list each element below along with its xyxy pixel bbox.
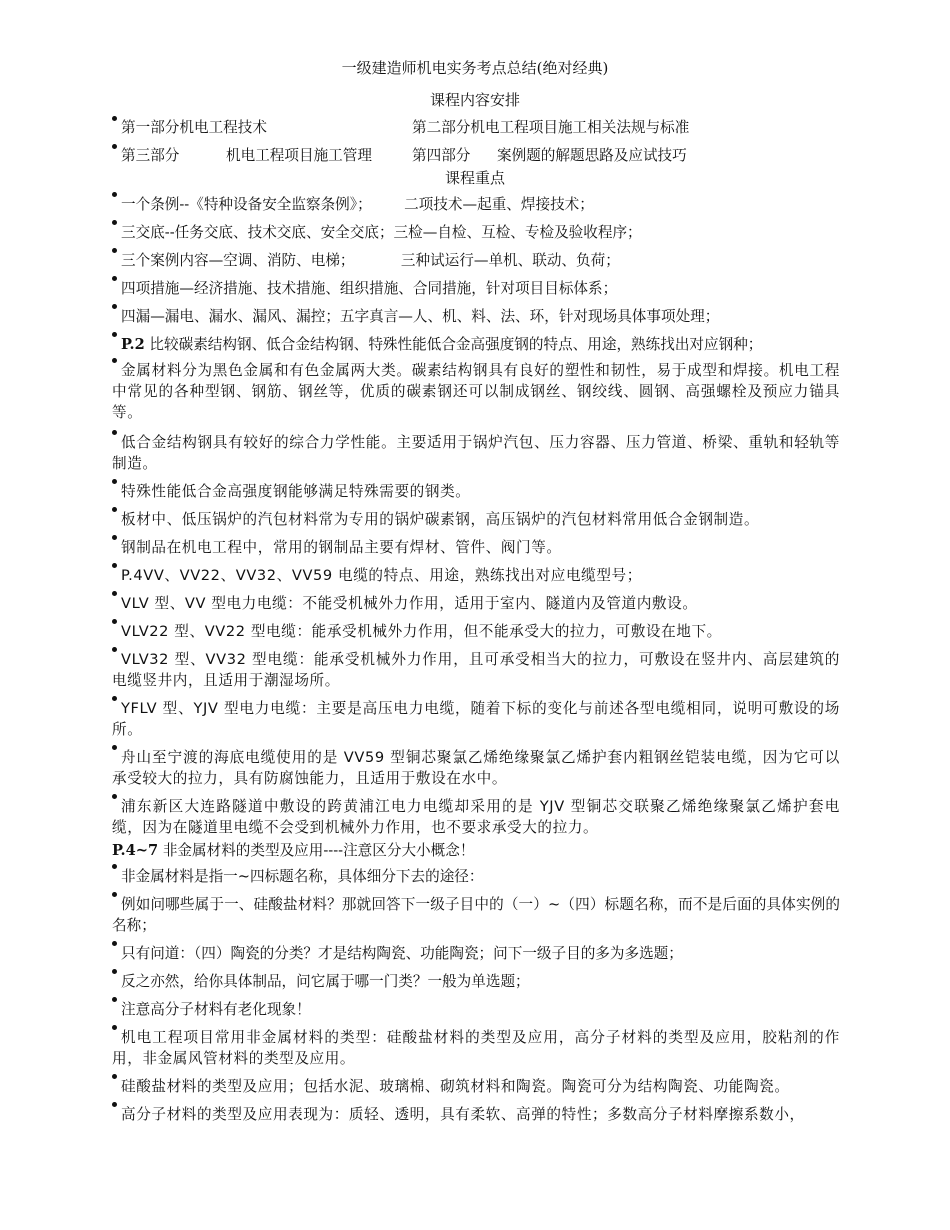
nonmetal-item: 硅酸盐材料的类型及应用；包括水泥、玻璃棉、砌筑材料和陶瓷。陶瓷可分为结构陶瓷、功能陶瓷。	[112, 1076, 840, 1097]
cable-item: 浦东新区大连路隧道中敷设的跨黄浦江电力电缆却采用的是 YJV 型铜芯交联聚乙烯绝缘聚氯乙烯护套电缆，因为在隧道里电缆不会受到机械外力作用，也不要求承受大的拉力。	[112, 796, 840, 838]
cable-item: VLV 型、VV 型电力电缆：不能受机械外力作用，适用于室内、隧道内及管道内敷设。	[112, 593, 840, 614]
nonmetal-item: 注意高分子材料有老化现象！	[112, 999, 840, 1020]
nonmetal-item: 例如问哪些属于一、硅酸盐材料？那就回答下一级子目中的（一）~（四）标题名称，而不是后面的具体实例的名称；	[112, 894, 840, 936]
key-points-title: 课程重点	[444, 169, 505, 187]
bullet-icon	[112, 745, 117, 750]
document-title: 一级建造师机电实务考点总结(绝对经典)	[341, 59, 609, 77]
steel-item: 金属材料分为黑色金属和有色金属两大类。碳素结构钢具有良好的塑性和韧性，易于成型和焊接。机电工程中常见的各种型钢、钢筋、钢丝等，优质的碳素钢还可以制成钢丝、钢绞线、圆钢、高强螺栓及预应力锚具等。	[112, 360, 840, 423]
bullet-icon	[112, 997, 117, 1002]
bullet-icon	[112, 248, 117, 253]
bullet-icon	[112, 892, 117, 897]
bullet-icon	[112, 563, 117, 568]
part-4-name: 案例题的解题思路及应试技巧	[497, 147, 687, 164]
nonmetal-item: 反之亦然，给你具体制品，问它属于哪一门类？一般为单选题；	[112, 971, 840, 992]
section-p4-cable-heading: P.4VV、VV22、VV32、VV59 电缆的特点、用途，熟练找出对应电缆型号；	[112, 565, 840, 586]
bullet-icon	[112, 430, 117, 435]
bullet-icon	[112, 332, 117, 337]
bullet-icon	[112, 647, 117, 652]
nonmetal-item: 机电工程项目常用非金属材料的类型：硅酸盐材料的类型及应用，高分子材料的类型及应用，胶粘剂的作用，非金属风管材料的类型及应用。	[112, 1027, 840, 1069]
section-p47-heading: P.4~7 非金属材料的类型及应用----注意区分大小概念！	[112, 842, 475, 859]
bullet-icon	[112, 941, 117, 946]
bullet-icon	[112, 969, 117, 974]
key-point: 一个条例--《特种设备安全监察条例》； 二项技术—起重、焊接技术；	[112, 194, 840, 215]
bullet-icon	[112, 619, 117, 624]
cable-item: 舟山至宁渡的海底电缆使用的是 VV59 型铜芯聚氯乙烯绝缘聚氯乙烯护套内粗钢丝铠装电缆，因为它可以承受较大的拉力，具有防腐蚀能力，且适用于敷设在水中。	[112, 747, 840, 789]
steel-item: 钢制品在机电工程中，常用的钢制品主要有焊材、管件、阀门等。	[112, 537, 840, 558]
part-1: 第一部分机电工程技术	[121, 119, 267, 136]
steel-item: 板材中、低压锅炉的汽包材料常为专用的锅炉碳素钢，高压锅炉的汽包材料常用低合金钢制造。	[112, 509, 840, 530]
bullet-icon	[112, 220, 117, 225]
bullet-icon	[112, 479, 117, 484]
part-3-label: 第三部分	[121, 147, 180, 164]
cable-item: VLV22 型、VV22 型电缆：能承受机械外力作用，但不能承受大的拉力，可敷设在地下。	[112, 621, 840, 642]
key-point: 四项措施—经济措施、技术措施、组织措施、合同措施，针对项目目标体系；	[112, 278, 840, 299]
key-point: 三交底--任务交底、技术交底、安全交底；三检—自检、互检、专检及验收程序；	[112, 222, 840, 243]
nonmetal-item: 只有问道：（四）陶瓷的分类？才是结构陶瓷、功能陶瓷；问下一级子目的多为多选题；	[112, 943, 840, 964]
bullet-icon	[112, 192, 117, 197]
bullet-icon	[112, 116, 117, 121]
part-2: 第二部分机电工程项目施工相关法规与标准	[412, 119, 690, 136]
bullet-icon	[112, 304, 117, 309]
bullet-icon	[112, 1074, 117, 1079]
bullet-icon	[112, 696, 117, 701]
bullet-icon	[112, 794, 117, 799]
steel-item: 特殊性能低合金高强度钢能够满足特殊需要的钢类。	[112, 481, 840, 502]
part-3-name: 机电工程项目施工管理	[226, 147, 372, 164]
steel-item: 低合金结构钢具有较好的综合力学性能。主要适用于锅炉汽包、压力容器、压力管道、桥梁、重轨和轻轨等制造。	[112, 432, 840, 474]
part-4-label: 第四部分	[412, 147, 471, 164]
key-point: 四漏—漏电、漏水、漏风、漏控；五字真言—人、机、料、法、环，针对现场具体事项处理；	[112, 306, 840, 327]
bullet-icon	[112, 591, 117, 596]
bullet-icon	[112, 358, 117, 363]
bullet-icon	[112, 276, 117, 281]
course-arrangement-title: 课程内容安排	[429, 91, 520, 109]
nonmetal-item: 高分子材料的类型及应用表现为：质轻、透明，具有柔软、高弹的特性；多数高分子材料摩擦系数小，	[112, 1104, 840, 1125]
bullet-icon	[112, 507, 117, 512]
section-p2-heading: P.2 比较碳素结构钢、低合金结构钢、特殊性能低合金高强度钢的特点、用途，熟练找出对应钢种；	[112, 334, 840, 355]
key-point: 三个案例内容—空调、消防、电梯； 三种试运行—单机、联动、负荷；	[112, 250, 840, 271]
bullet-icon	[112, 864, 117, 869]
bullet-icon	[112, 144, 117, 149]
bullet-icon	[112, 1102, 117, 1107]
cable-item: VLV32 型、VV32 型电缆：能承受机械外力作用，且可承受相当大的拉力，可敷设在竖井内、高层建筑的电缆竖井内，且适用于潮湿场所。	[112, 649, 840, 691]
bullet-icon	[112, 1025, 117, 1030]
bullet-icon	[112, 535, 117, 540]
nonmetal-item: 非金属材料是指一~四标题名称，具体细分下去的途径：	[112, 866, 840, 887]
cable-item: YFLV 型、YJV 型电力电缆：主要是高压电力电缆，随着下标的变化与前述各型电缆相同，说明可敷设的场所。	[112, 698, 840, 740]
